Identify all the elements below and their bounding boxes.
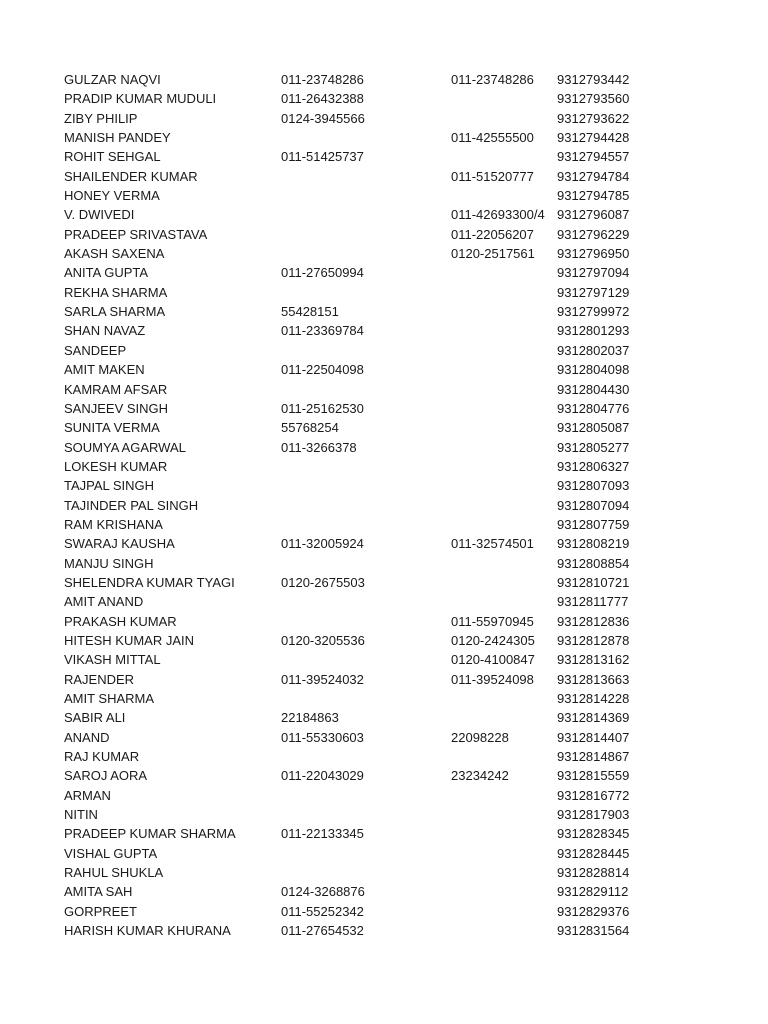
phone-2 <box>451 321 557 340</box>
mobile-number: 9312805277 <box>557 439 630 455</box>
phone-2 <box>451 438 557 457</box>
table-row <box>64 786 647 805</box>
phone-1: 011-23369784 <box>281 323 364 339</box>
contact-name: GULZAR NAQVI <box>64 72 161 87</box>
mobile-number: 9312804430 <box>557 381 630 397</box>
table-row <box>64 496 647 515</box>
table-row <box>64 360 647 379</box>
table-row <box>64 921 647 940</box>
phone-1: 011-25162530 <box>281 400 364 416</box>
mobile-number: 9312805087 <box>557 420 630 436</box>
mobile-number: 9312804098 <box>557 362 630 378</box>
phone-1: 011-55252342 <box>281 903 364 919</box>
phone-2 <box>451 341 557 360</box>
contact-name: SUNITA VERMA <box>64 420 160 436</box>
phone-1: 55428151 <box>281 304 339 320</box>
contact-name: ROHIT SEHGAL <box>64 149 161 165</box>
phone-1 <box>281 225 451 244</box>
phone-1: 011-23748286 <box>281 72 364 87</box>
phone-2: 23234242 <box>451 768 509 784</box>
table-row <box>64 109 647 128</box>
phone-2: 011-39524098 <box>451 671 534 687</box>
contact-name: SANDEEP <box>64 342 127 358</box>
phone-1 <box>281 167 451 186</box>
mobile-number: 9312796950 <box>557 246 630 262</box>
phone-1: 011-22133345 <box>281 826 364 842</box>
table-row <box>64 399 647 418</box>
phone-2 <box>451 573 557 592</box>
contact-name: PRAKASH KUMAR <box>64 613 177 629</box>
phone-1: 22184863 <box>281 710 339 726</box>
phone-2 <box>451 689 557 708</box>
table-row <box>64 380 647 399</box>
phone-1 <box>281 863 451 882</box>
mobile-number: 9312811777 <box>557 594 629 610</box>
mobile-number: 9312817903 <box>557 807 630 823</box>
phone-1 <box>281 612 451 631</box>
phone-1 <box>281 341 451 360</box>
phone-1 <box>281 205 451 224</box>
mobile-number: 9312814369 <box>557 710 630 726</box>
contact-name: SHAILENDER KUMAR <box>64 168 198 184</box>
table-row <box>64 824 647 843</box>
mobile-number: 9312807759 <box>557 516 630 532</box>
phone-2 <box>451 805 557 824</box>
mobile-number: 9312813663 <box>557 671 630 687</box>
mobile-number: 9312831564 <box>557 923 630 939</box>
table-row <box>64 205 647 224</box>
table-row <box>64 766 647 785</box>
phone-2 <box>451 109 557 128</box>
phone-2: 011-22056207 <box>451 226 534 242</box>
table-row <box>64 418 647 437</box>
phone-2 <box>451 786 557 805</box>
mobile-number: 9312812878 <box>557 632 630 648</box>
phone-1 <box>281 592 451 611</box>
contact-name: SARLA SHARMA <box>64 304 166 320</box>
contact-name: RAJENDER <box>64 671 135 687</box>
phone-2 <box>451 263 557 282</box>
mobile-number: 9312829376 <box>557 903 630 919</box>
phone-1: 55768254 <box>281 420 339 436</box>
phone-1 <box>281 689 451 708</box>
mobile-number: 9312813162 <box>557 652 630 668</box>
table-row <box>64 573 647 592</box>
mobile-number: 9312794784 <box>557 168 630 184</box>
table-row <box>64 263 647 282</box>
contact-name: LOKESH KUMAR <box>64 458 168 474</box>
mobile-number: 9312797129 <box>557 284 630 300</box>
mobile-number: 9312816772 <box>557 787 630 803</box>
table-row <box>64 283 647 302</box>
phone-1 <box>281 186 451 205</box>
table-row <box>64 708 647 727</box>
table-row <box>64 225 647 244</box>
mobile-number: 9312815559 <box>557 768 630 784</box>
table-row <box>64 534 647 553</box>
phone-2: 22098228 <box>451 729 509 745</box>
mobile-number: 9312802037 <box>557 342 630 358</box>
phone-1: 011-27654532 <box>281 923 364 939</box>
phone-2 <box>451 882 557 901</box>
table-row <box>64 612 647 631</box>
contact-table <box>64 70 647 940</box>
phone-1 <box>281 496 451 515</box>
phone-1: 0120-2675503 <box>281 574 365 590</box>
phone-2 <box>451 186 557 205</box>
phone-1: 011-27650994 <box>281 265 364 281</box>
phone-1: 011-22043029 <box>281 768 364 784</box>
phone-2 <box>451 902 557 921</box>
mobile-number: 9312812836 <box>557 613 630 629</box>
contact-name: GORPREET <box>64 903 137 919</box>
contact-name: HONEY VERMA <box>64 188 160 204</box>
phone-1 <box>281 650 451 669</box>
phone-2: 011-42555500 <box>451 130 534 146</box>
table-row <box>64 728 647 747</box>
contact-name: PRADEEP KUMAR SHARMA <box>64 826 236 842</box>
phone-2 <box>451 147 557 166</box>
phone-1 <box>281 786 451 805</box>
contact-name: TAJINDER PAL SINGH <box>64 497 199 513</box>
mobile-number: 9312810721 <box>557 574 630 590</box>
mobile-number: 9312797094 <box>557 265 630 281</box>
table-row <box>64 321 647 340</box>
mobile-number: 9312814407 <box>557 729 630 745</box>
mobile-number: 9312808219 <box>557 536 630 552</box>
phone-2 <box>451 708 557 727</box>
table-row <box>64 476 647 495</box>
phone-2 <box>451 302 557 321</box>
table-row <box>64 457 647 476</box>
table-row <box>64 70 647 89</box>
table-row <box>64 302 647 321</box>
mobile-number: 9312828445 <box>557 845 630 861</box>
contact-name: SANJEEV SINGH <box>64 400 169 416</box>
phone-1 <box>281 128 451 147</box>
mobile-number: 9312794428 <box>557 130 630 146</box>
table-row <box>64 805 647 824</box>
phone-2 <box>451 399 557 418</box>
table-row <box>64 515 647 534</box>
phone-1 <box>281 283 451 302</box>
contact-name: AMIT ANAND <box>64 594 144 610</box>
phone-1 <box>281 457 451 476</box>
phone-2: 011-23748286 <box>451 72 534 87</box>
phone-2 <box>451 476 557 495</box>
phone-1: 011-51425737 <box>281 149 364 165</box>
table-row <box>64 882 647 901</box>
contact-name: AMITA SAH <box>64 884 133 900</box>
table-row <box>64 554 647 573</box>
phone-1: 011-55330603 <box>281 729 364 745</box>
contact-name: RAJ KUMAR <box>64 749 140 765</box>
phone-2 <box>451 457 557 476</box>
mobile-number: 9312801293 <box>557 323 630 339</box>
phone-1 <box>281 476 451 495</box>
mobile-number: 9312806327 <box>557 458 630 474</box>
phone-1: 011-39524032 <box>281 671 364 687</box>
contact-name: AMIT SHARMA <box>64 691 155 706</box>
contact-name: AKASH SAXENA <box>64 246 165 262</box>
mobile-number: 9312794557 <box>557 149 630 165</box>
contact-name: RAM KRISHANA <box>64 516 163 532</box>
table-row <box>64 438 647 457</box>
phone-1 <box>281 844 451 863</box>
mobile-number: 9312793622 <box>557 110 630 126</box>
table-row <box>64 186 647 205</box>
phone-2: 0120-2424305 <box>451 632 535 648</box>
phone-1: 011-22504098 <box>281 362 364 378</box>
table-row <box>64 670 647 689</box>
table-row <box>64 592 647 611</box>
mobile-number: 9312794785 <box>557 188 630 204</box>
contact-name: NITIN <box>64 807 98 823</box>
mobile-number: 9312814228 <box>557 691 630 706</box>
contact-name: VIKASH MITTAL <box>64 652 161 668</box>
mobile-number: 9312808854 <box>557 555 630 571</box>
phone-2 <box>451 283 557 302</box>
contact-name: AMIT MAKEN <box>64 362 145 378</box>
contact-name: ZIBY PHILIP <box>64 110 138 126</box>
table-row <box>64 147 647 166</box>
phone-1 <box>281 515 451 534</box>
phone-1 <box>281 747 451 766</box>
mobile-number: 9312796087 <box>557 207 630 223</box>
contact-name: SWARAJ KAUSHA <box>64 536 175 552</box>
table-row <box>64 689 647 708</box>
mobile-number: 9312829112 <box>557 884 629 900</box>
phone-2 <box>451 496 557 515</box>
phone-1: 0124-3268876 <box>281 884 365 900</box>
phone-2 <box>451 863 557 882</box>
phone-2: 011-51520777 <box>451 168 534 184</box>
phone-2: 0120-2517561 <box>451 246 535 262</box>
contact-name: SABIR ALI <box>64 710 126 726</box>
phone-2: 011-55970945 <box>451 613 534 629</box>
phone-2 <box>451 554 557 573</box>
mobile-number: 9312793442 <box>557 72 630 87</box>
mobile-number: 9312799972 <box>557 304 630 320</box>
mobile-number: 9312796229 <box>557 226 630 242</box>
contact-name: SHELENDRA KUMAR TYAGI <box>64 574 235 590</box>
phone-2: 0120-4100847 <box>451 652 535 668</box>
contact-name: HITESH KUMAR JAIN <box>64 632 195 648</box>
phone-2: 011-32574501 <box>451 536 534 552</box>
contact-name: VISHAL GUPTA <box>64 845 158 861</box>
phone-1: 011-3266378 <box>281 439 357 455</box>
phone-2 <box>451 360 557 379</box>
contact-name: V. DWIVEDI <box>64 207 135 223</box>
table-row <box>64 747 647 766</box>
contact-name: KAMRAM AFSAR <box>64 381 168 397</box>
phone-1 <box>281 554 451 573</box>
table-row <box>64 863 647 882</box>
table-row <box>64 341 647 360</box>
phone-1: 0124-3945566 <box>281 110 365 126</box>
contact-name: SOUMYA AGARWAL <box>64 439 186 455</box>
contact-name: ANITA GUPTA <box>64 265 149 281</box>
contact-name: REKHA SHARMA <box>64 284 168 300</box>
phone-1 <box>281 805 451 824</box>
contact-name: SHAN NAVAZ <box>64 323 146 339</box>
table-row <box>64 167 647 186</box>
phone-2 <box>451 844 557 863</box>
contact-name: ANAND <box>64 729 110 745</box>
contact-name: PRADEEP SRIVASTAVA <box>64 226 208 242</box>
table-row <box>64 244 647 263</box>
table-row <box>64 844 647 863</box>
mobile-number: 9312828345 <box>557 826 630 842</box>
phone-2 <box>451 921 557 940</box>
contact-name: SAROJ AORA <box>64 768 148 784</box>
contact-name: MANISH PANDEY <box>64 130 171 146</box>
contact-name: ARMAN <box>64 787 111 803</box>
phone-2: 011-42693300/4 <box>451 207 545 223</box>
phone-2 <box>451 89 557 108</box>
mobile-number: 9312793560 <box>557 91 630 107</box>
table-row <box>64 89 647 108</box>
phone-1 <box>281 380 451 399</box>
phone-1: 011-26432388 <box>281 91 364 107</box>
table-row <box>64 631 647 650</box>
phone-1 <box>281 244 451 263</box>
phone-2 <box>451 747 557 766</box>
mobile-number: 9312814867 <box>557 749 630 765</box>
phone-2 <box>451 824 557 843</box>
phone-1: 011-32005924 <box>281 536 364 552</box>
phone-2 <box>451 418 557 437</box>
contact-name: RAHUL SHUKLA <box>64 865 164 881</box>
mobile-number: 9312807093 <box>557 478 630 494</box>
phone-1: 0120-3205536 <box>281 632 365 648</box>
phone-2 <box>451 380 557 399</box>
table-row <box>64 650 647 669</box>
phone-2 <box>451 515 557 534</box>
contact-name: PRADIP KUMAR MUDULI <box>64 91 217 107</box>
mobile-number: 9312804776 <box>557 400 630 416</box>
contact-name: TAJPAL SINGH <box>64 478 155 494</box>
mobile-number: 9312828814 <box>557 865 630 881</box>
table-row <box>64 902 647 921</box>
table-row <box>64 128 647 147</box>
contact-name: MANJU SINGH <box>64 555 154 571</box>
mobile-number: 9312807094 <box>557 497 630 513</box>
contact-name: HARISH KUMAR KHURANA <box>64 923 231 939</box>
phone-2 <box>451 592 557 611</box>
contact-rows <box>64 70 647 940</box>
